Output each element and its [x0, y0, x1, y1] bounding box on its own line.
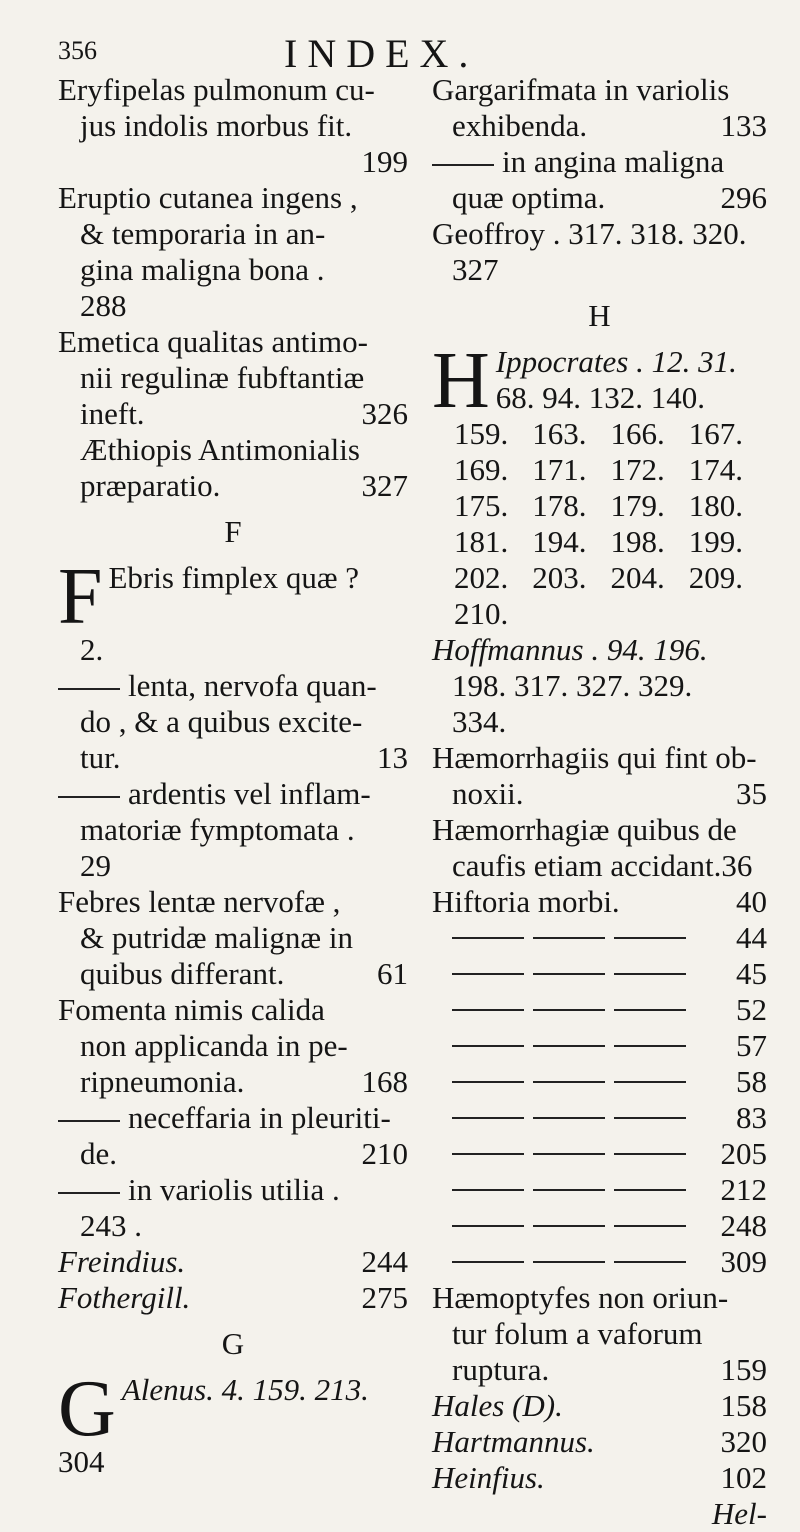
ditto-dash [614, 1081, 686, 1083]
ditto-dash [452, 1225, 524, 1227]
ditto-row [432, 1208, 767, 1244]
entry-text: 327 [452, 252, 499, 287]
page-ref: 320 [720, 1424, 767, 1459]
entry-text: Hæmorrhagiæ quibus de [432, 812, 737, 847]
ditto-row [432, 1064, 767, 1100]
entry-text: do , & a quibus excite- [80, 704, 363, 739]
index-line [58, 668, 408, 704]
ditto-dash [614, 1045, 686, 1047]
entry-text: Eryfipelas pulmonum cu- [58, 72, 375, 107]
page-ref: 168 [361, 1064, 408, 1099]
page-ref: 327 [361, 468, 408, 503]
section-letter: G [221, 1326, 245, 1361]
index-line [58, 1064, 408, 1100]
entry-text: Hartmannus. [432, 1424, 595, 1459]
page-title: INDEX. [284, 31, 479, 76]
index-line [58, 1172, 408, 1208]
index-line [58, 1100, 408, 1136]
ditto-row [432, 1244, 767, 1280]
entry-text: præparatio. [80, 468, 221, 503]
index-line [58, 72, 408, 108]
ditto-dash [452, 1189, 524, 1191]
index-line [58, 180, 408, 216]
ditto-dash [452, 1009, 524, 1011]
entry-text: in angina maligna [502, 144, 725, 179]
index-line [58, 216, 408, 252]
page-ref: 52 [736, 992, 767, 1027]
ditto-dash [614, 937, 686, 939]
entry-text: ruptura. [452, 1352, 550, 1387]
ditto-dash [533, 1081, 605, 1083]
entry-text: Febres lentæ nervofæ , [58, 884, 341, 919]
section-letter-h: H [588, 298, 611, 333]
index-line [58, 884, 408, 920]
entry-text: 243 . [80, 1208, 142, 1243]
index-line [58, 812, 408, 848]
page-ref: 35 [736, 776, 767, 811]
ditto-dash [452, 973, 524, 975]
page-ref: 179. [610, 488, 665, 523]
page-ref: 203. [532, 560, 587, 595]
index-line [58, 704, 408, 740]
entry-text: tur folum a vaforum [452, 1316, 703, 1351]
page-ref: 133 [720, 108, 767, 143]
entry-text: Geoffroy . 317. 318. 320. [432, 216, 747, 251]
entry-text: exhibenda. [452, 108, 588, 143]
ditto-dash [533, 1225, 605, 1227]
entry-text: 2. [80, 632, 104, 667]
entry-text: gina maligna bona . [80, 252, 325, 287]
index-line [432, 1496, 767, 1532]
page-ref: 180. [688, 488, 743, 523]
index-line [58, 1365, 408, 1453]
ditto-dash [614, 973, 686, 975]
page-ref: 205 [720, 1136, 767, 1171]
index-line [432, 180, 767, 216]
ditto-row [432, 992, 767, 1028]
ditto-dash [614, 1009, 686, 1011]
page-ref: 163. [532, 416, 587, 451]
page-ref: 159 [720, 1352, 767, 1387]
index-line [58, 776, 408, 812]
entry-text: Emetica qualitas antimo- [58, 324, 368, 359]
ditto-row [432, 1172, 767, 1208]
index-line [58, 288, 408, 324]
right-bottom-entries [432, 632, 767, 920]
entry-text: tur. [80, 740, 121, 775]
hippocrates-head: Ippocrates . 12. 31. [495, 344, 737, 379]
page-ref: 175. [454, 488, 509, 523]
index-line [58, 324, 408, 360]
right-column [432, 72, 767, 1532]
index-line [432, 72, 767, 108]
index-line [432, 1280, 767, 1316]
ditto-dash [452, 1261, 524, 1263]
entry-text: Eruptio cutanea ingens , [58, 180, 358, 215]
entry-text: Hales (D). [432, 1388, 563, 1423]
ditto-dash [533, 1261, 605, 1263]
index-line [58, 553, 408, 641]
entry-text: matoriæ fymptomata . [80, 812, 355, 847]
page-ref: 204. [610, 560, 665, 595]
ditto-dash [533, 1117, 605, 1119]
ditto-row [432, 1136, 767, 1172]
ditto-dash [452, 1117, 524, 1119]
drop-cap: G [58, 1365, 116, 1453]
index-line [58, 740, 408, 776]
entry-text: & temporaria in an- [80, 216, 326, 251]
entry-text: jus indolis morbus fit. [80, 108, 353, 143]
entry-text: quæ optima. [452, 180, 606, 215]
index-line [432, 632, 767, 668]
index-line [58, 1136, 408, 1172]
page-ref: 45 [736, 956, 767, 991]
page-ref: 83 [736, 1100, 767, 1135]
entry-text: Hæmoptyfes non oriun- [432, 1280, 729, 1315]
entry-text: de. [80, 1136, 118, 1171]
index-line [432, 704, 767, 740]
page-ref: 44 [736, 920, 767, 955]
entry-text: 288 [80, 288, 127, 323]
entry-text: 199 [361, 144, 408, 179]
hippocrates-line2: 68. 94. 132. 140. [495, 380, 706, 415]
index-line [58, 432, 408, 468]
entry-text: quibus differant. [80, 956, 285, 991]
index-line [58, 468, 408, 504]
entry-text: Heinfius. [432, 1460, 545, 1495]
page-ref: 210. [454, 596, 509, 631]
entry-text: noxii. [452, 776, 524, 811]
index-line [58, 632, 408, 668]
hippocrates-page-refs [432, 416, 767, 632]
page-ref: 309 [720, 1244, 767, 1279]
page-ref: 159. [454, 416, 509, 451]
historia-morbi-refs [432, 920, 767, 1280]
entry-text: Freindius. [58, 1244, 186, 1279]
page-ref: 57 [736, 1028, 767, 1063]
page-ref: 326 [361, 396, 408, 431]
page-ref: 194. [532, 524, 587, 559]
index-line [58, 1444, 408, 1480]
ditto-row [432, 1028, 767, 1064]
ditto-dash [614, 1261, 686, 1263]
drop-cap: F [58, 553, 103, 641]
page-header [58, 30, 780, 76]
entry-text: 304 [58, 1444, 105, 1479]
ditto-dash [452, 1045, 524, 1047]
index-line [432, 812, 767, 848]
page-ref: 212 [720, 1172, 767, 1207]
page-ref: 172. [610, 452, 665, 487]
page-ref: 58 [736, 1064, 767, 1099]
index-line [432, 776, 767, 812]
ditto-row [432, 956, 767, 992]
index-line [432, 848, 767, 884]
page-ref: 199. [688, 524, 743, 559]
entry-text: Fomenta nimis calida [58, 992, 325, 1027]
entry-text: ripneumonia. [80, 1064, 245, 1099]
index-line [432, 252, 767, 288]
page-ref: 102 [720, 1460, 767, 1495]
entry-text: Hel- [711, 1496, 767, 1531]
entry-text: caufis etiam accidant.36 [452, 848, 753, 883]
entry-text: Fothergill. [58, 1280, 191, 1315]
page-ref: 275 [361, 1280, 408, 1315]
page-ref: 248 [720, 1208, 767, 1243]
entry-text: Hæmorrhagiis qui fint ob- [432, 740, 757, 775]
drop-cap-h: H [432, 337, 490, 425]
page-ref: 61 [377, 956, 408, 991]
page-ref: 210 [361, 1136, 408, 1171]
index-line [58, 848, 408, 884]
index-line [432, 1352, 767, 1388]
hippocrates-entry [432, 337, 767, 632]
index-line [432, 668, 767, 704]
entry-text: Gargarifmata in variolis [432, 72, 730, 107]
index-line [432, 1316, 767, 1352]
page-ref: 178. [532, 488, 587, 523]
ditto-dash [533, 1189, 605, 1191]
entry-text: Hiftoria morbi. [432, 884, 620, 919]
ditto-dash [614, 1189, 686, 1191]
index-line [58, 920, 408, 956]
index-line [58, 956, 408, 992]
entry-text: Alenus. 4. 159. 213. [121, 1372, 369, 1407]
ditto-dash [432, 164, 494, 166]
page-ref: 296 [720, 180, 767, 215]
ditto-dash [58, 688, 120, 690]
section-letter: F [224, 514, 242, 549]
entry-text: 29 [80, 848, 111, 883]
entry-text: lenta, nervofa quan- [128, 668, 377, 703]
ditto-dash [614, 1153, 686, 1155]
page-ref: 209. [688, 560, 743, 595]
index-line [58, 396, 408, 432]
page-ref: 166. [610, 416, 665, 451]
entry-text: Ebris fimplex quæ ? [108, 560, 360, 595]
ditto-dash [614, 1225, 686, 1227]
page-number: 356 [58, 36, 97, 65]
entry-text: 334. [452, 704, 507, 739]
page-ref: 40 [736, 884, 767, 919]
ditto-dash [58, 1192, 120, 1194]
index-line [432, 1388, 767, 1424]
page-ref: 202. [454, 560, 509, 595]
ditto-row [432, 920, 767, 956]
entry-text: non applicanda in pe- [80, 1028, 348, 1063]
ditto-dash [452, 1081, 524, 1083]
entry-text: & putridæ malignæ in [80, 920, 353, 955]
ditto-dash [452, 1153, 524, 1155]
index-line [58, 1028, 408, 1064]
entry-text: nii regulinæ fubftantiæ [80, 360, 365, 395]
entry-text: Hoffmannus . 94. 196. [432, 632, 708, 667]
ditto-dash [533, 1045, 605, 1047]
entry-text: ardentis vel inflam- [128, 776, 371, 811]
entry-text: 198. 317. 327. 329. [452, 668, 693, 703]
index-line [58, 360, 408, 396]
index-line [58, 1280, 408, 1316]
page-ref: 198. [610, 524, 665, 559]
index-line [432, 884, 767, 920]
index-line [58, 1208, 408, 1244]
page-ref: 174. [688, 452, 743, 487]
index-line [432, 216, 767, 252]
entry-text: in variolis utilia . [128, 1172, 340, 1207]
index-line [58, 992, 408, 1028]
ditto-dash [58, 1120, 120, 1122]
ditto-dash [614, 1117, 686, 1119]
page-ref: 171. [532, 452, 587, 487]
page-ref: 181. [454, 524, 509, 559]
entry-text: ineft. [80, 396, 145, 431]
index-line [432, 108, 767, 144]
page-ref: 158 [720, 1388, 767, 1423]
ditto-dash [533, 937, 605, 939]
page-ref: 167. [688, 416, 743, 451]
index-line [58, 108, 408, 144]
page-ref: 244 [361, 1244, 408, 1279]
entry-text: neceffaria in pleuriti- [128, 1100, 391, 1135]
index-line [58, 1244, 408, 1280]
page-ref: 169. [454, 452, 509, 487]
page-ref: 13 [377, 740, 408, 775]
ditto-dash [533, 973, 605, 975]
ditto-dash [58, 796, 120, 798]
index-line [432, 1424, 767, 1460]
index-line [432, 144, 767, 180]
ditto-row [432, 1100, 767, 1136]
right-end-entries [432, 1280, 767, 1532]
ditto-dash [452, 937, 524, 939]
index-line [432, 1460, 767, 1496]
ditto-dash [533, 1153, 605, 1155]
index-line [58, 252, 408, 288]
left-column [58, 72, 408, 1480]
index-line [58, 144, 408, 180]
right-top-entries [432, 72, 767, 288]
entry-text: Æthiopis Antimonialis [80, 432, 360, 467]
ditto-dash [533, 1009, 605, 1011]
index-line [432, 740, 767, 776]
